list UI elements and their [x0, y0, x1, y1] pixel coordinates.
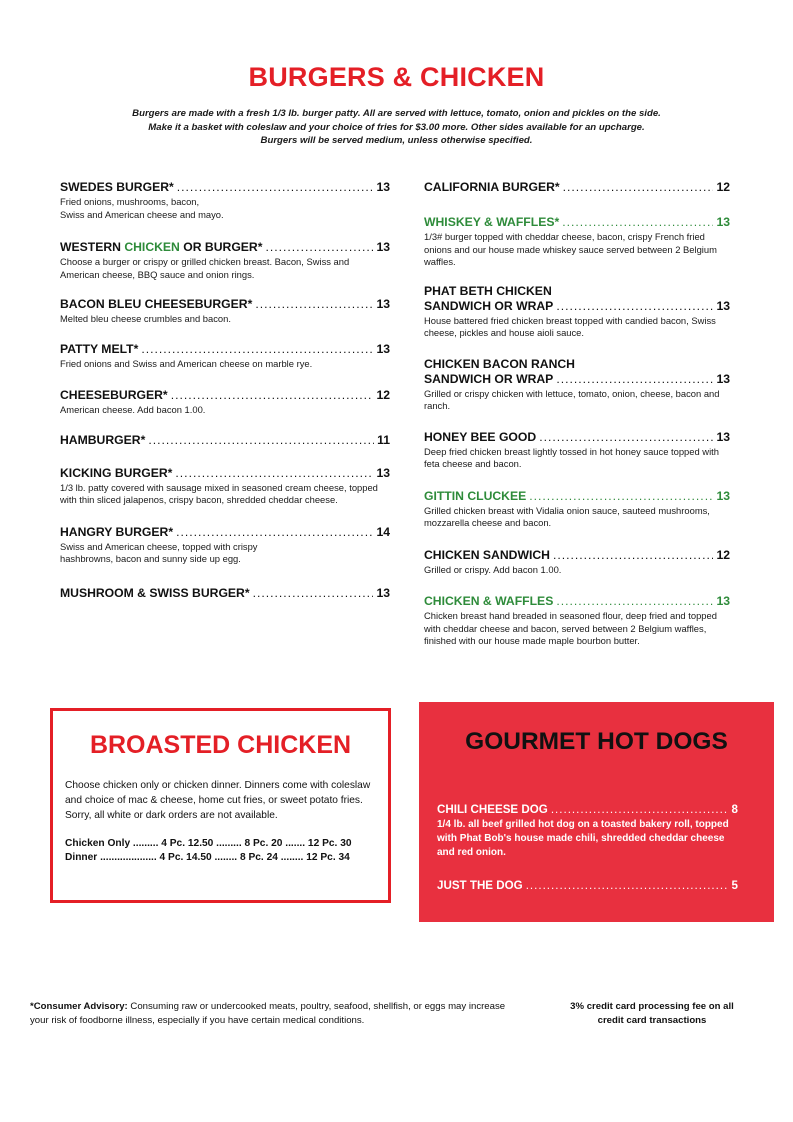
menu-item-chicken-sandwich	[424, 548, 730, 577]
leader-dots	[551, 802, 729, 817]
menu-item-mushroom-swiss-burger	[60, 586, 390, 601]
leader-dots	[265, 240, 373, 255]
burger-column	[60, 180, 390, 601]
leader-dots	[175, 466, 373, 481]
item-name: HONEY BEE GOOD	[424, 429, 537, 444]
credit-card-fee-note: 3% credit card processing fee on all credit card transactions	[570, 1001, 734, 1026]
menu-item-chili-cheese-dog	[437, 802, 738, 860]
item-description: Grilled or crispy. Add bacon 1.00.	[424, 563, 562, 575]
item-name: WHISKEY & WAFFLES*	[424, 215, 560, 229]
item-name: CHILI CHEESE DOG	[437, 803, 548, 816]
item-price: 13	[376, 297, 390, 311]
item-name: CHICKEN & WAFFLES	[424, 594, 554, 608]
item-name-line1: CHICKEN BACON RANCH	[424, 356, 575, 371]
menu-item-just-the-dog	[437, 878, 738, 893]
menu-item-chicken-waffles	[424, 594, 730, 648]
item-description: Swiss and American cheese, topped with crispy hashbrowns, bacon and sunny side up egg.	[60, 540, 258, 564]
item-price: 8	[731, 803, 738, 816]
item-name: HAMBURGER*	[60, 432, 146, 447]
item-description: American cheese. Add bacon 1.00.	[60, 404, 206, 415]
intro-text: Burgers are made with a fresh 1/3 lb. burger patty. All are served with lettuce, tomato, onion and pickles on the side. Make it a basket with coleslaw and your choice of fries for $3.00 more. Other sides available for an upcharge. Burgers will be served medium, unless otherwise specified.	[132, 108, 661, 146]
item-name: CHICKEN SANDWICH	[424, 547, 550, 562]
menu-item-gittin-cluckee	[424, 489, 730, 530]
item-description: Grilled chicken breast with Vidalia onion sauce, sauteed mushrooms, mozzarella cheese and bacon.	[424, 504, 710, 528]
hot-dogs-list	[437, 802, 738, 893]
leader-dots	[177, 180, 374, 195]
item-price: 13	[716, 429, 730, 444]
item-price: 11	[377, 432, 390, 447]
leader-dots	[556, 594, 713, 609]
item-name: SWEDES BURGER*	[60, 180, 174, 194]
broasted-title: BROASTED CHICKEN	[89, 731, 352, 759]
broasted-chicken-box	[50, 708, 391, 903]
leader-dots	[141, 342, 373, 357]
leader-dots	[148, 433, 374, 448]
item-price: 13	[376, 240, 390, 254]
item-name: CHEESEBURGER*	[60, 388, 168, 402]
leader-dots	[255, 297, 373, 312]
leader-dots	[171, 388, 374, 403]
hot-dogs-title: GOURMET HOT DOGS	[465, 728, 728, 755]
chicken-only-row: Chicken Only ......... 4 Pc. 12.50 ......... 8 Pc. 20 ....... 12 Pc. 30	[65, 838, 352, 849]
item-price: 12	[716, 180, 730, 194]
item-name-line1: PHAT BETH CHICKEN	[424, 283, 552, 298]
item-description: 1/3# burger topped with cheddar cheese, bacon, crispy French fried onions and our house made whiskey sauce served between 2 Belgium waffles.	[424, 231, 717, 267]
item-price: 13	[376, 341, 390, 356]
menu-item-kicking-burger	[60, 466, 390, 507]
menu-item-hangry-burger	[60, 525, 390, 566]
chicken-column	[424, 180, 730, 648]
broasted-prices	[65, 837, 374, 865]
item-description: Fried onions and Swiss and American cheese on marble rye.	[60, 357, 313, 369]
menu-item-western-chicken-or-burger	[60, 240, 390, 281]
item-price: 5	[731, 879, 738, 892]
item-price: 13	[376, 180, 390, 194]
item-price: 12	[376, 388, 390, 402]
item-name: CALIFORNIA BURGER*	[424, 180, 560, 194]
item-description: Grilled or crispy chicken with lettuce, tomato, onion, cheese, bacon and ranch.	[424, 387, 720, 411]
item-name: PATTY MELT*	[60, 341, 139, 356]
menu-item-patty-melt	[60, 342, 390, 371]
leader-dots	[176, 525, 373, 540]
item-price: 13	[716, 488, 730, 503]
item-description: Fried onions, mushrooms, bacon, Swiss and American cheese and mayo.	[60, 196, 224, 220]
menu-item-whiskey-waffles	[424, 215, 730, 269]
item-description: 1/3 lb. patty covered with sausage mixed in seasoned cream cheese, topped with thin sliced jalapenos, crispy bacon, shredded cheddar cheese.	[60, 481, 378, 505]
item-name: BACON BLEU CHEESEBURGER*	[60, 297, 253, 311]
page-title: BURGERS & CHICKEN	[248, 62, 545, 92]
leader-dots	[556, 299, 713, 314]
item-description: Chicken breast hand breaded in seasoned flour, deep fried and topped with cheddar cheese and bacon, served between 2 Belgium waffles, finished with our house made maple bourbon butter.	[424, 610, 717, 646]
item-name: GITTIN CLUCKEE	[424, 488, 527, 503]
item-name: HANGRY BURGER*	[60, 524, 174, 539]
item-name: SANDWICH OR WRAP	[424, 298, 554, 313]
item-price: 14	[376, 524, 390, 539]
menu-item-hamburger	[60, 433, 390, 448]
dinner-row: Dinner .................... 4 Pc. 14.50 ........ 8 Pc. 24 ........ 12 Pc. 34	[65, 852, 350, 863]
item-description: 1/4 lb. all beef grilled hot dog on a toasted bakery roll, topped with Phat Bob's house made chili, shredded cheddar cheese and red onion.	[437, 819, 729, 858]
leader-dots	[539, 430, 713, 445]
menu-item-california-burger	[424, 180, 730, 195]
leader-dots	[253, 586, 374, 601]
item-description: Deep fried chicken breast lightly tossed in hot honey sauce topped with feta cheese and bacon.	[424, 445, 719, 469]
broasted-description: Choose chicken only or chicken dinner. Dinners come with coleslaw and choice of mac & cheese, home cut fries, or sweet potato fries. Sorry, all white or dark orders are not available.	[65, 780, 371, 821]
consumer-advisory: *Consumer Advisory: Consuming raw or undercooked meats, poultry, seafood, shellfish, or eggs may increase your risk of foodborne illness, especially if you have certain medical conditions.	[30, 1001, 506, 1026]
item-price: 13	[716, 371, 730, 386]
item-description: Melted bleu cheese crumbles and bacon.	[60, 313, 231, 324]
item-price: 13	[716, 298, 730, 313]
menu-item-chicken-bacon-ranch-sandwich-or-wrap	[424, 357, 730, 413]
item-description: House battered fried chicken breast topped with candied bacon, Swiss cheese, pickles and house aioli sauce.	[424, 314, 716, 338]
item-price: 13	[716, 215, 730, 229]
menu-item-swedes-burger	[60, 180, 390, 221]
item-name: JUST THE DOG	[437, 879, 523, 892]
hot-dogs-box	[419, 702, 774, 922]
item-price: 13	[376, 585, 390, 600]
menu-item-honey-bee-good	[424, 430, 730, 471]
item-description: Choose a burger or crispy or grilled chicken breast. Bacon, Swiss and American cheese, BBQ sauce and onion rings.	[60, 256, 350, 280]
leader-dots	[553, 548, 714, 563]
menu-item-bacon-bleu-cheeseburger	[60, 297, 390, 326]
item-name: WESTERN CHICKEN OR BURGER*	[60, 240, 263, 254]
leader-dots	[562, 215, 713, 230]
menu-item-phat-beth-chicken-sandwich-or-wrap	[424, 284, 730, 340]
item-price: 12	[716, 547, 730, 562]
item-name: KICKING BURGER*	[60, 465, 173, 480]
menu-item-cheeseburger	[60, 388, 390, 417]
item-name: MUSHROOM & SWISS BURGER*	[60, 585, 250, 600]
item-price: 13	[376, 465, 390, 480]
item-price: 13	[716, 594, 730, 608]
leader-dots	[529, 489, 713, 504]
leader-dots	[526, 878, 729, 893]
item-name: SANDWICH OR WRAP	[424, 371, 554, 386]
leader-dots	[556, 372, 713, 387]
leader-dots	[563, 180, 714, 195]
